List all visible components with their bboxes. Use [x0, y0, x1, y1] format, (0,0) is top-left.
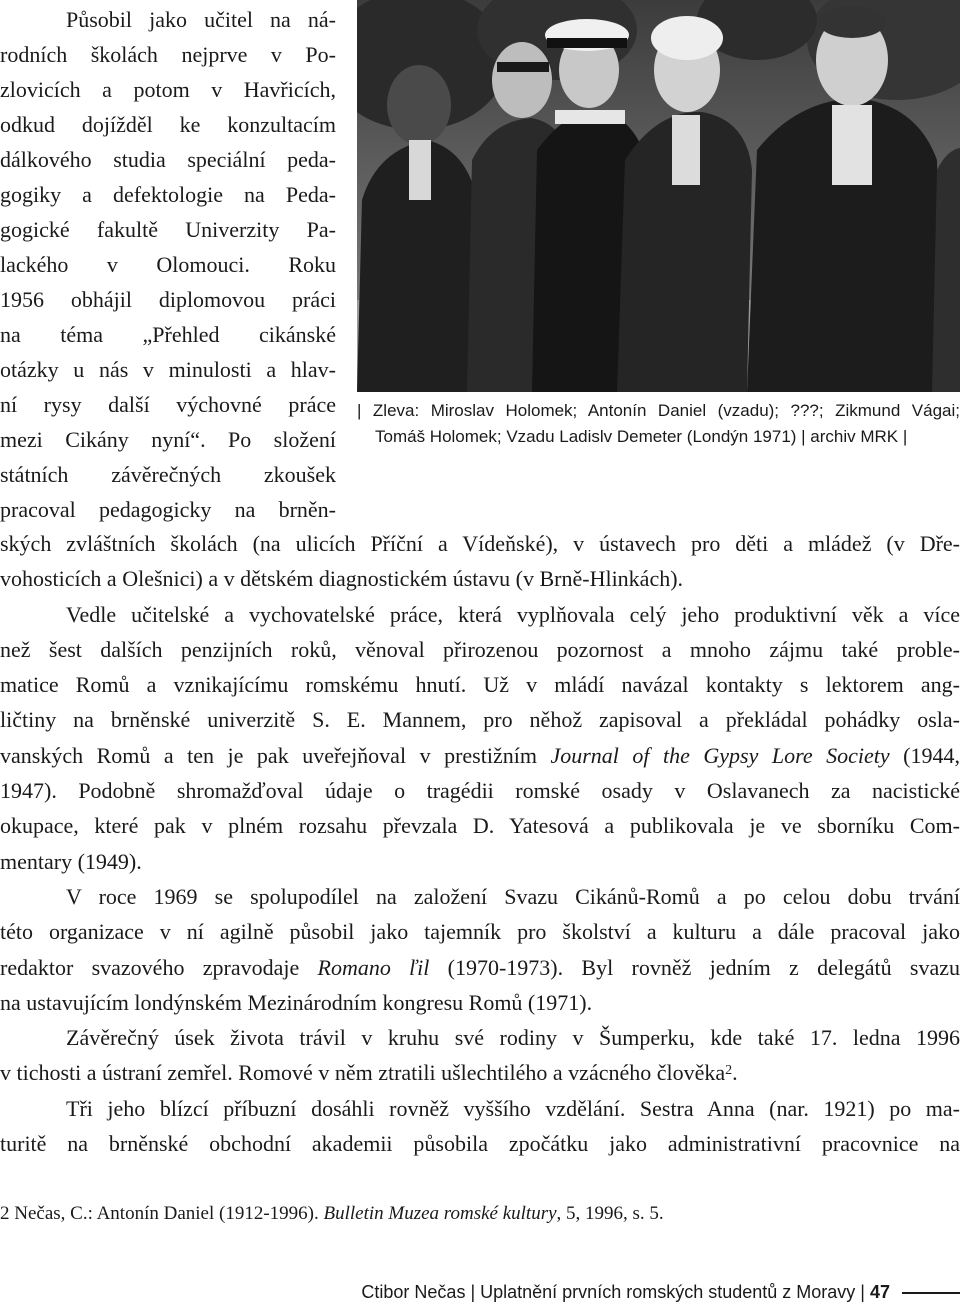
- footnote-reference: 2: [725, 1063, 733, 1079]
- text-line: Působil jako učitel na ná-: [66, 7, 336, 32]
- text-line: zlovicích a potom v Havřicích,: [0, 77, 336, 102]
- text-line: [0, 950, 960, 985]
- text-line: 1956 obhájil diplomovou práci: [0, 287, 336, 312]
- text-line: ličtiny na brněnské univerzitě S. E. Mannem, pro něhož zapisoval a překládal pohádky osla-: [0, 707, 960, 733]
- text-span: v tichosti a ústraní zemřel. Romové v něm ztratili ušlechtilého a vzácného člověka: [0, 1060, 726, 1086]
- text-line: ní rysy další výchovné práce: [0, 392, 336, 417]
- text-line: V roce 1969 se spolupodílel na založení Svazu Cikánů-Romů a po celou dobu trvání: [66, 883, 960, 909]
- text-line: 1947). Podobně shromažďoval údaje o tragédii romské osady v Oslavanech za nacistické: [0, 778, 960, 804]
- text-span: redaktor svazového zpravodaje: [0, 954, 318, 980]
- text-line: než šest dalších penzijních roků, věnoval přirozenou pozornost a mnoho zájmu také proble-: [0, 636, 960, 662]
- text-line: turitě na brněnské obchodní akademii působila zpočátku jako administrativní pracovnice na: [0, 1131, 960, 1157]
- text-line: na ustavujícím londýnském Mezinárodním kongresu Romů (1971).: [0, 989, 593, 1015]
- footnote: [0, 1200, 960, 1228]
- footnote-publication-title: Bulletin Muzea romské kultury: [323, 1203, 557, 1224]
- text-line: rodních školách nejprve v Po-: [0, 42, 336, 67]
- caption-line: Tomáš Holomek; Vzadu Ladislv Demeter (Londýn 1971) | archiv MRK |: [375, 427, 908, 446]
- text-span: .: [732, 1060, 738, 1086]
- text-span: (1944,: [889, 742, 960, 768]
- photo-caption: [357, 398, 960, 450]
- text-line: vohosticích a Olešnici) a v dětském diagnostickém ústavu (v Brně-Hlinkách).: [0, 566, 684, 592]
- text-line: pracoval pedagogicky na brněn-: [0, 497, 336, 522]
- text-line: mentary (1949).: [0, 848, 142, 874]
- text-line: [0, 1055, 960, 1090]
- footer-author-title: Ctibor Nečas | Uplatnění prvních romských studentů z Moravy |: [361, 1282, 870, 1302]
- text-line: odkud dojížděl ke konzultacím: [0, 112, 336, 137]
- text-line: gogické fakultě Univerzity Pa-: [0, 217, 336, 242]
- text-line: matice Romů a vznikajícímu romskému hnutí. Už v mládí navázal kontakty s lektorem ang-: [0, 672, 960, 698]
- text-line: otázky u nás v minulosti a hlav-: [0, 357, 336, 382]
- text-line: dálkového studia speciální peda-: [0, 147, 336, 172]
- newsletter-title: Romano ľil: [317, 954, 430, 980]
- text-line: státních závěrečných zkoušek: [0, 462, 336, 487]
- footnote-text: , 5, 1996, s. 5.: [556, 1203, 664, 1224]
- text-line: okupace, které pak v plném rozsahu převzala D. Yatesová a publikovala je ve sborníku Com-: [0, 813, 960, 839]
- text-line: Závěrečný úsek života trávil v kruhu své rodiny v Šumperku, kde také 17. ledna 1996: [66, 1025, 960, 1051]
- footer-text: [361, 1278, 890, 1306]
- text-line: lackého v Olomouci. Roku: [0, 252, 336, 277]
- journal-title: Journal of the Gypsy Lore Society: [550, 742, 890, 768]
- text-line: gogiky a defektologie na Peda-: [0, 182, 336, 207]
- text-line: Vedle učitelské a vychovatelské práce, která vyplňovala celý jeho produktivní věk a více: [66, 601, 960, 627]
- group-photo-illustration: [357, 0, 960, 392]
- running-footer: [0, 1278, 960, 1306]
- group-photo: [357, 0, 960, 392]
- text-line: [0, 738, 960, 773]
- text-line: Tři jeho blízcí příbuzní dosáhli rovněž vyššího vzdělání. Sestra Anna (nar. 1921) po ma-: [66, 1095, 960, 1121]
- footnote-text: 2 Nečas, C.: Antonín Daniel (1912-1996).: [0, 1203, 324, 1224]
- page-number: 47: [869, 1282, 890, 1302]
- text-span: (1970-1973). Byl rovněž jedním z delegátů svazu: [429, 954, 960, 980]
- caption-line: | Zleva: Miroslav Holomek; Antonín Daniel (vzadu); ???; Zikmund Vágai;: [357, 401, 960, 420]
- text-line: ských zvláštních školách (na ulicích Příční a Vídeňské), v ústavech pro děti a mládež (v Dře-: [0, 531, 960, 556]
- text-line: mezi Cikány nyní“. Po složení: [0, 427, 336, 452]
- text-span: vanských Romů a ten je pak uveřejňoval v prestižním: [0, 742, 551, 768]
- footer-rule: [902, 1292, 960, 1294]
- body-text: [0, 526, 960, 1161]
- text-line: této organizace v ní agilně působil jako tajemník pro školství a kulturu a dále pracoval jako: [0, 919, 960, 945]
- left-column-text: [0, 2, 336, 527]
- text-line: na téma „Přehled cikánské: [0, 322, 336, 347]
